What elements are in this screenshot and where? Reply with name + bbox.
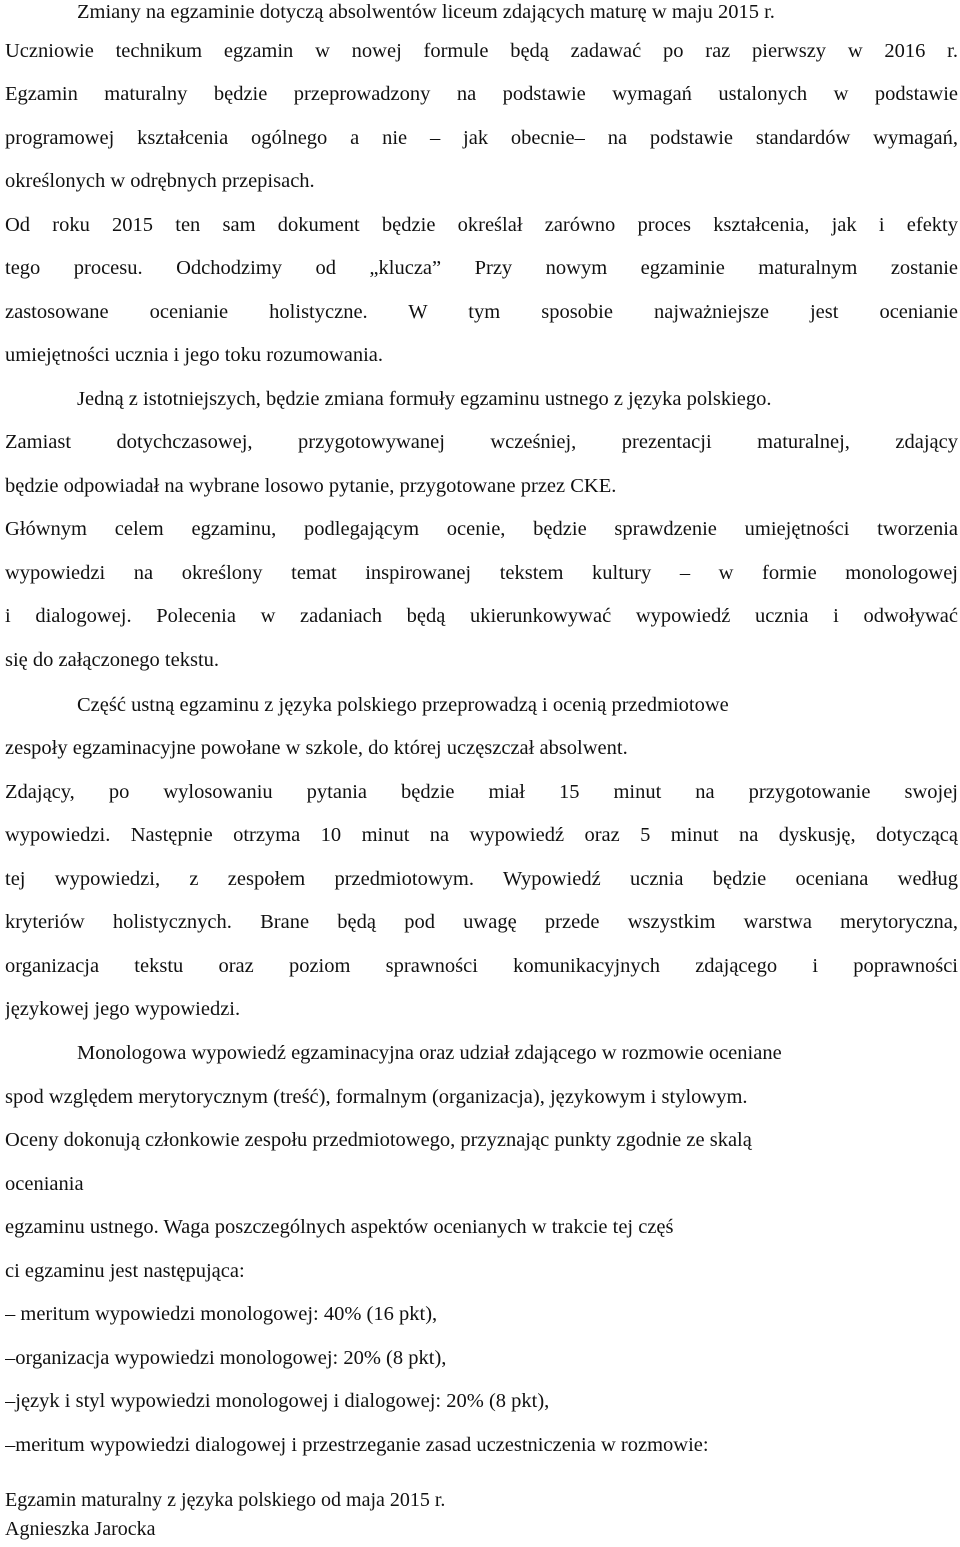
text-line: umiejętności ucznia i jego toku rozumowania. — [5, 344, 383, 366]
text-line: Jedną z istotniejszych, będzie zmiana formuły egzaminu ustnego z języka polskiego. — [77, 388, 772, 410]
text-line: zespoły egzaminacyjne powołane w szkole, do której uczęszczał absolwent. — [5, 737, 628, 759]
list-item: –język i styl wypowiedzi monologowej i dialogowej: 20% (8 pkt), — [5, 1390, 550, 1412]
text-line: Zamiast dotychczasowej, przygotowywanej wcześniej, prezentacji maturalnej, zdający — [5, 431, 958, 453]
text-line: Zdający, po wylosowaniu pytania będzie miał 15 minut na przygotowanie swojej — [5, 781, 958, 803]
text-line: zastosowane ocenianie holistyczne. W tym sposobie najważniejsze jest ocenianie — [5, 301, 958, 323]
footer-author: Agnieszka Jarocka — [5, 1518, 156, 1540]
text-line: będzie odpowiadał na wybrane losowo pytanie, przygotowane przez CKE. — [5, 475, 617, 497]
text-line: językowej jego wypowiedzi. — [5, 998, 241, 1020]
text-line: tej wypowiedzi, z zespołem przedmiotowym. Wypowiedź ucznia będzie oceniana według — [5, 868, 958, 890]
text-line: Od roku 2015 ten sam dokument będzie określał zarówno proces kształcenia, jak i efekty — [5, 214, 958, 236]
text-line: i dialogowej. Polecenia w zadaniach będą ukierunkowywać wypowiedź ucznia i odwoływać — [5, 605, 958, 627]
text-line: Oceny dokonują członkowie zespołu przedmiotowego, przyznając punkty zgodnie ze skalą — [5, 1129, 752, 1151]
text-line: spod względem merytorycznym (treść), formalnym (organizacja), językowym i stylowym. — [5, 1086, 748, 1108]
text-line: ci egzaminu jest następująca: — [5, 1260, 245, 1282]
list-item: – meritum wypowiedzi monologowej: 40% (16 pkt), — [5, 1303, 438, 1325]
footer-title: Egzamin maturalny z języka polskiego od maja 2015 r. — [5, 1489, 446, 1511]
text-line: kryteriów holistycznych. Brane będą pod uwagę przede wszystkim warstwa merytoryczna, — [5, 911, 958, 933]
text-line: się do załączonego tekstu. — [5, 649, 220, 671]
text-line: określonych w odrębnych przepisach. — [5, 170, 315, 192]
text-line: Zmiany na egzaminie dotyczą absolwentów liceum zdających maturę w maju 2015 r. — [77, 1, 775, 23]
text-line: programowej kształcenia ogólnego a nie – jak obecnie– na podstawie standardów wymagań, — [5, 127, 958, 149]
text-line: wypowiedzi na określony temat inspirowanej tekstem kultury – w formie monologowej — [5, 562, 958, 584]
text-line: wypowiedzi. Następnie otrzyma 10 minut na wypowiedź oraz 5 minut na dyskusję, dotyczącą — [5, 824, 958, 846]
text-line: Część ustną egzaminu z języka polskiego przeprowadzą i ocenią przedmiotowe — [77, 694, 729, 716]
text-line: Uczniowie technikum egzamin w nowej formule będą zadawać po raz pierwszy w 2016 r. — [5, 40, 958, 62]
text-line: organizacja tekstu oraz poziom sprawności komunikacyjnych zdającego i poprawności — [5, 955, 958, 977]
text-line: oceniania — [5, 1173, 84, 1195]
text-line: Monologowa wypowiedź egzaminacyjna oraz udział zdającego w rozmowie oceniane — [77, 1042, 782, 1064]
text-line: tego procesu. Odchodzimy od „klucza” Przy nowym egzaminie maturalnym zostanie — [5, 257, 958, 279]
text-line: egzaminu ustnego. Waga poszczególnych aspektów ocenianych w trakcie tej częś — [5, 1216, 674, 1238]
list-item: –meritum wypowiedzi dialogowej i przestrzeganie zasad uczestniczenia w rozmowie: — [5, 1434, 709, 1456]
text-line: Egzamin maturalny będzie przeprowadzony na podstawie wymagań ustalonych w podstawie — [5, 83, 958, 105]
text-line: Głównym celem egzaminu, podlegającym ocenie, będzie sprawdzenie umiejętności tworzenia — [5, 518, 958, 540]
list-item: –organizacja wypowiedzi monologowej: 20% (8 pkt), — [5, 1347, 447, 1369]
